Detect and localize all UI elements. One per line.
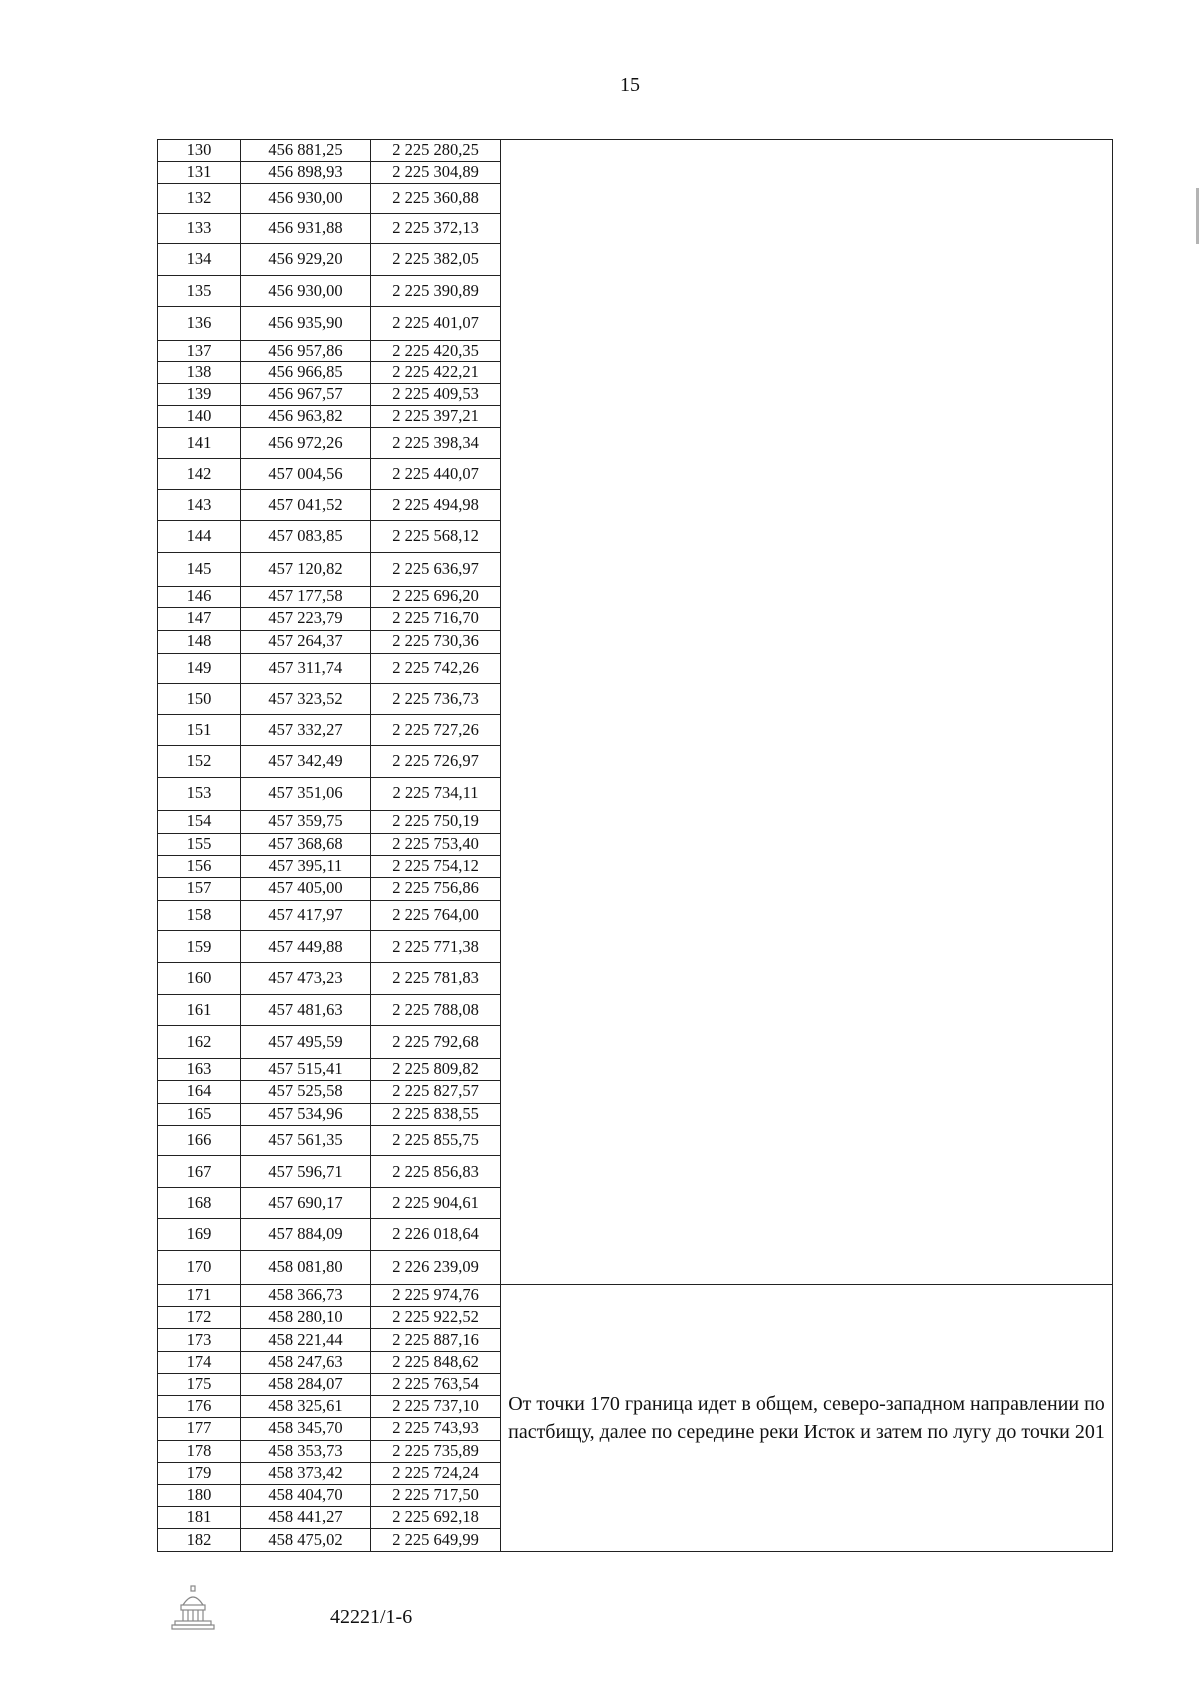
x-coordinate-cell: 457 368,68 <box>241 833 371 855</box>
x-coordinate-cell: 457 264,37 <box>241 630 371 653</box>
y-coordinate-cell: 2 225 887,16 <box>371 1328 501 1351</box>
point-number-cell: 150 <box>158 684 241 715</box>
y-coordinate-cell: 2 225 848,62 <box>371 1351 501 1373</box>
x-coordinate-cell: 456 967,57 <box>241 383 371 405</box>
x-coordinate-cell: 457 561,35 <box>241 1125 371 1156</box>
point-number-cell: 145 <box>158 552 241 586</box>
x-coordinate-cell: 457 525,58 <box>241 1080 371 1103</box>
y-coordinate-cell: 2 225 734,11 <box>371 777 501 810</box>
x-coordinate-cell: 457 359,75 <box>241 810 371 833</box>
point-number-cell: 131 <box>158 161 241 183</box>
y-coordinate-cell: 2 225 756,86 <box>371 877 501 900</box>
y-coordinate-cell: 2 225 753,40 <box>371 833 501 855</box>
x-coordinate-cell: 457 596,71 <box>241 1156 371 1188</box>
x-coordinate-cell: 456 972,26 <box>241 427 371 459</box>
x-coordinate-cell: 457 449,88 <box>241 931 371 963</box>
x-coordinate-cell: 457 417,97 <box>241 900 371 931</box>
y-coordinate-cell: 2 225 304,89 <box>371 161 501 183</box>
y-coordinate-cell: 2 225 726,97 <box>371 745 501 777</box>
point-number-cell: 168 <box>158 1188 241 1219</box>
y-coordinate-cell: 2 225 855,75 <box>371 1125 501 1156</box>
y-coordinate-cell: 2 225 809,82 <box>371 1058 501 1080</box>
point-number-cell: 134 <box>158 244 241 276</box>
x-coordinate-cell: 456 966,85 <box>241 361 371 383</box>
y-coordinate-cell: 2 226 239,09 <box>371 1250 501 1284</box>
y-coordinate-cell: 2 225 750,19 <box>371 810 501 833</box>
x-coordinate-cell: 458 284,07 <box>241 1373 371 1395</box>
x-coordinate-cell: 456 963,82 <box>241 405 371 427</box>
point-number-cell: 151 <box>158 715 241 746</box>
point-number-cell: 179 <box>158 1462 241 1484</box>
y-coordinate-cell: 2 225 827,57 <box>371 1080 501 1103</box>
point-number-cell: 182 <box>158 1528 241 1551</box>
x-coordinate-cell: 457 041,52 <box>241 490 371 521</box>
y-coordinate-cell: 2 225 636,97 <box>371 552 501 586</box>
notary-seal-icon <box>170 1585 216 1631</box>
description-cell-empty <box>501 140 1113 1285</box>
x-coordinate-cell: 456 931,88 <box>241 213 371 244</box>
y-coordinate-cell: 2 225 372,13 <box>371 213 501 244</box>
point-number-cell: 144 <box>158 520 241 552</box>
point-number-cell: 147 <box>158 607 241 630</box>
x-coordinate-cell: 457 515,41 <box>241 1058 371 1080</box>
point-number-cell: 154 <box>158 810 241 833</box>
point-number-cell: 159 <box>158 931 241 963</box>
point-number-cell: 137 <box>158 340 241 361</box>
point-number-cell: 130 <box>158 140 241 162</box>
x-coordinate-cell: 458 221,44 <box>241 1328 371 1351</box>
point-number-cell: 176 <box>158 1395 241 1417</box>
point-number-cell: 148 <box>158 630 241 653</box>
y-coordinate-cell: 2 225 735,89 <box>371 1440 501 1462</box>
y-coordinate-cell: 2 225 763,54 <box>371 1373 501 1395</box>
boundary-description: От точки 170 граница идет в общем, северо-западном направлении по пастбищу, далее по середине реки Исток и затем по лугу до точки 201 <box>501 1284 1113 1551</box>
y-coordinate-cell: 2 225 440,07 <box>371 459 501 490</box>
x-coordinate-cell: 456 929,20 <box>241 244 371 276</box>
point-number-cell: 173 <box>158 1328 241 1351</box>
point-number-cell: 175 <box>158 1373 241 1395</box>
x-coordinate-cell: 456 957,86 <box>241 340 371 361</box>
y-coordinate-cell: 2 225 754,12 <box>371 855 501 877</box>
y-coordinate-cell: 2 225 730,36 <box>371 630 501 653</box>
point-number-cell: 170 <box>158 1250 241 1284</box>
point-number-cell: 139 <box>158 383 241 405</box>
x-coordinate-cell: 458 325,61 <box>241 1395 371 1417</box>
x-coordinate-cell: 457 495,59 <box>241 1025 371 1058</box>
y-coordinate-cell: 2 225 280,25 <box>371 140 501 162</box>
x-coordinate-cell: 457 473,23 <box>241 963 371 995</box>
y-coordinate-cell: 2 225 494,98 <box>371 490 501 521</box>
x-coordinate-cell: 457 395,11 <box>241 855 371 877</box>
y-coordinate-cell: 2 225 397,21 <box>371 405 501 427</box>
y-coordinate-cell: 2 225 742,26 <box>371 653 501 684</box>
x-coordinate-cell: 457 481,63 <box>241 995 371 1026</box>
y-coordinate-cell: 2 225 401,07 <box>371 306 501 340</box>
point-number-cell: 177 <box>158 1417 241 1440</box>
x-coordinate-cell: 457 311,74 <box>241 653 371 684</box>
x-coordinate-cell: 457 332,27 <box>241 715 371 746</box>
x-coordinate-cell: 456 898,93 <box>241 161 371 183</box>
y-coordinate-cell: 2 225 409,53 <box>371 383 501 405</box>
x-coordinate-cell: 457 223,79 <box>241 607 371 630</box>
x-coordinate-cell: 458 373,42 <box>241 1462 371 1484</box>
y-coordinate-cell: 2 225 717,50 <box>371 1484 501 1506</box>
point-number-cell: 156 <box>158 855 241 877</box>
x-coordinate-cell: 457 004,56 <box>241 459 371 490</box>
x-coordinate-cell: 457 083,85 <box>241 520 371 552</box>
point-number-cell: 165 <box>158 1103 241 1125</box>
x-coordinate-cell: 456 881,25 <box>241 140 371 162</box>
y-coordinate-cell: 2 225 788,08 <box>371 995 501 1026</box>
point-number-cell: 172 <box>158 1306 241 1328</box>
point-number-cell: 146 <box>158 586 241 607</box>
y-coordinate-cell: 2 225 856,83 <box>371 1156 501 1188</box>
y-coordinate-cell: 2 225 649,99 <box>371 1528 501 1551</box>
x-coordinate-cell: 457 351,06 <box>241 777 371 810</box>
x-coordinate-cell: 458 441,27 <box>241 1506 371 1528</box>
point-number-cell: 164 <box>158 1080 241 1103</box>
point-number-cell: 153 <box>158 777 241 810</box>
point-number-cell: 140 <box>158 405 241 427</box>
point-number-cell: 158 <box>158 900 241 931</box>
table-row <box>158 140 1113 162</box>
y-coordinate-cell: 2 225 390,89 <box>371 276 501 307</box>
x-coordinate-cell: 458 247,63 <box>241 1351 371 1373</box>
point-number-cell: 135 <box>158 276 241 307</box>
point-number-cell: 180 <box>158 1484 241 1506</box>
point-number-cell: 157 <box>158 877 241 900</box>
x-coordinate-cell: 458 345,70 <box>241 1417 371 1440</box>
point-number-cell: 155 <box>158 833 241 855</box>
table-row <box>158 1284 1113 1306</box>
y-coordinate-cell: 2 225 724,24 <box>371 1462 501 1484</box>
y-coordinate-cell: 2 225 398,34 <box>371 427 501 459</box>
x-coordinate-cell: 458 280,10 <box>241 1306 371 1328</box>
x-coordinate-cell: 457 690,17 <box>241 1188 371 1219</box>
y-coordinate-cell: 2 225 727,26 <box>371 715 501 746</box>
document-code: 42221/1-6 <box>330 1606 413 1628</box>
y-coordinate-cell: 2 225 771,38 <box>371 931 501 963</box>
y-coordinate-cell: 2 225 382,05 <box>371 244 501 276</box>
x-coordinate-cell: 457 534,96 <box>241 1103 371 1125</box>
y-coordinate-cell: 2 225 781,83 <box>371 963 501 995</box>
y-coordinate-cell: 2 225 764,00 <box>371 900 501 931</box>
x-coordinate-cell: 456 930,00 <box>241 276 371 307</box>
y-coordinate-cell: 2 225 922,52 <box>371 1306 501 1328</box>
point-number-cell: 161 <box>158 995 241 1026</box>
x-coordinate-cell: 458 081,80 <box>241 1250 371 1284</box>
x-coordinate-cell: 458 366,73 <box>241 1284 371 1306</box>
y-coordinate-cell: 2 225 716,70 <box>371 607 501 630</box>
y-coordinate-cell: 2 225 838,55 <box>371 1103 501 1125</box>
point-number-cell: 178 <box>158 1440 241 1462</box>
y-coordinate-cell: 2 225 420,35 <box>371 340 501 361</box>
point-number-cell: 160 <box>158 963 241 995</box>
point-number-cell: 138 <box>158 361 241 383</box>
y-coordinate-cell: 2 225 743,93 <box>371 1417 501 1440</box>
x-coordinate-cell: 456 935,90 <box>241 306 371 340</box>
y-coordinate-cell: 2 225 974,76 <box>371 1284 501 1306</box>
y-coordinate-cell: 2 225 792,68 <box>371 1025 501 1058</box>
x-coordinate-cell: 458 353,73 <box>241 1440 371 1462</box>
x-coordinate-cell: 457 120,82 <box>241 552 371 586</box>
y-coordinate-cell: 2 225 736,73 <box>371 684 501 715</box>
y-coordinate-cell: 2 225 904,61 <box>371 1188 501 1219</box>
point-number-cell: 162 <box>158 1025 241 1058</box>
y-coordinate-cell: 2 226 018,64 <box>371 1218 501 1250</box>
point-number-cell: 149 <box>158 653 241 684</box>
x-coordinate-cell: 457 405,00 <box>241 877 371 900</box>
point-number-cell: 132 <box>158 183 241 213</box>
point-number-cell: 163 <box>158 1058 241 1080</box>
point-number-cell: 142 <box>158 459 241 490</box>
point-number-cell: 136 <box>158 306 241 340</box>
x-coordinate-cell: 457 177,58 <box>241 586 371 607</box>
point-number-cell: 133 <box>158 213 241 244</box>
x-coordinate-cell: 458 475,02 <box>241 1528 371 1551</box>
y-coordinate-cell: 2 225 422,21 <box>371 361 501 383</box>
scan-edge-mark <box>1196 188 1199 244</box>
y-coordinate-cell: 2 225 696,20 <box>371 586 501 607</box>
point-number-cell: 171 <box>158 1284 241 1306</box>
point-number-cell: 167 <box>158 1156 241 1188</box>
point-number-cell: 174 <box>158 1351 241 1373</box>
point-number-cell: 141 <box>158 427 241 459</box>
y-coordinate-cell: 2 225 737,10 <box>371 1395 501 1417</box>
x-coordinate-cell: 457 884,09 <box>241 1218 371 1250</box>
point-number-cell: 143 <box>158 490 241 521</box>
point-number-cell: 152 <box>158 745 241 777</box>
point-number-cell: 166 <box>158 1125 241 1156</box>
page-number: 15 <box>620 74 640 96</box>
x-coordinate-cell: 456 930,00 <box>241 183 371 213</box>
x-coordinate-cell: 458 404,70 <box>241 1484 371 1506</box>
x-coordinate-cell: 457 342,49 <box>241 745 371 777</box>
coordinates-table <box>157 139 1113 1552</box>
x-coordinate-cell: 457 323,52 <box>241 684 371 715</box>
point-number-cell: 181 <box>158 1506 241 1528</box>
y-coordinate-cell: 2 225 360,88 <box>371 183 501 213</box>
y-coordinate-cell: 2 225 568,12 <box>371 520 501 552</box>
point-number-cell: 169 <box>158 1218 241 1250</box>
y-coordinate-cell: 2 225 692,18 <box>371 1506 501 1528</box>
